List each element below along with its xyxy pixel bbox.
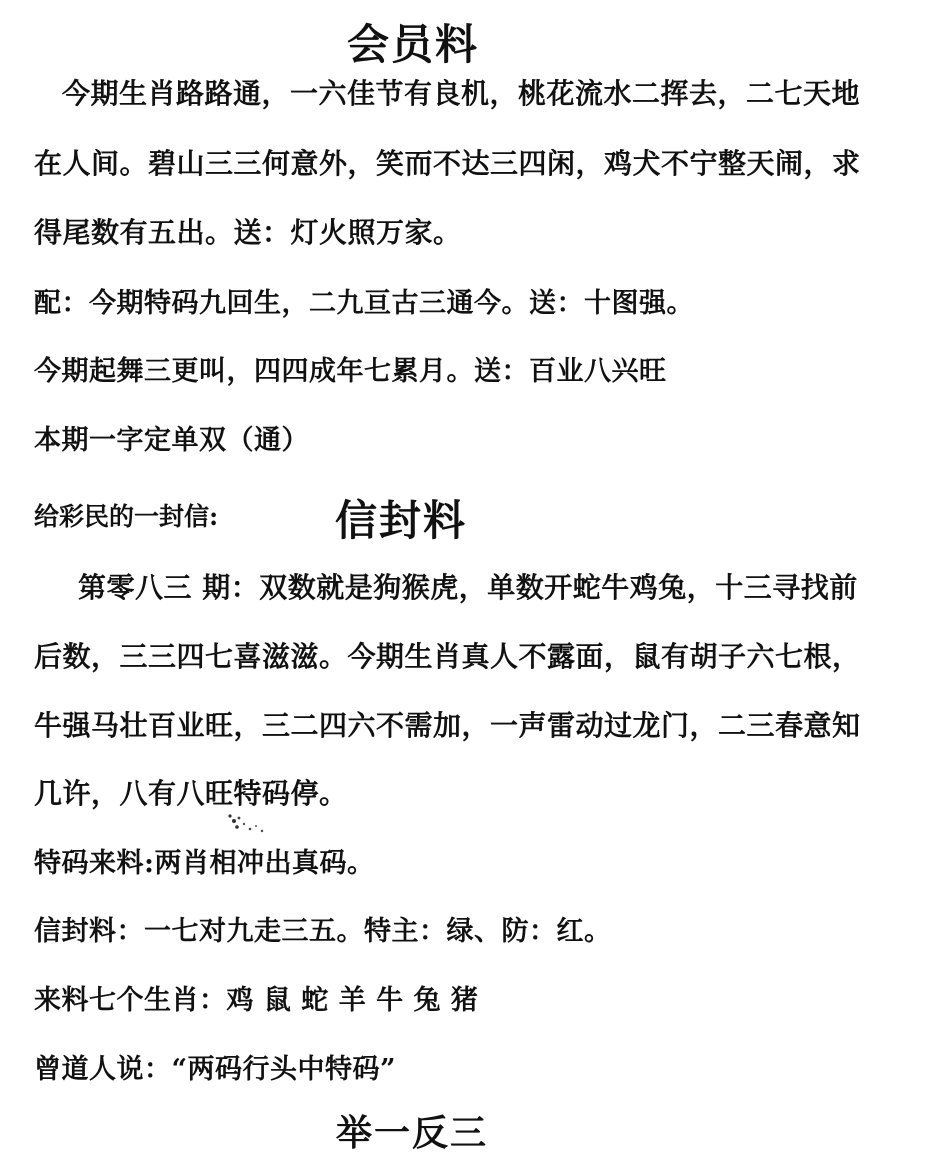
member-poem-line-1: 今期生肖路路通，一六佳节有良机，桃花流水二挥去，二七天地 [62, 77, 861, 110]
danshuang-line: 本期一字定单双（通） [34, 425, 309, 456]
qiwu-line: 今期起舞三更叫，四四成年七累月。送：百业八兴旺 [34, 356, 667, 387]
envelope-label: 给彩民的一封信: [34, 502, 219, 531]
member-poem-line-2: 在人间。碧山三三何意外，笑而不达三四闲，鸡犬不宁整天闹，求 [34, 147, 861, 180]
closing-title: 举一反三 [336, 1112, 489, 1154]
member-title: 会员料 [347, 20, 480, 69]
envelope-poem-line-1: 第零八三 期：双数就是狗猴虎，单数开蛇牛鸡兔，十三寻找前 [78, 571, 858, 604]
member-poem-line-3: 得尾数有五出。送：灯火照万家。 [34, 216, 462, 249]
envelope-poem-line-4: 几许，八有八旺特码停。 [34, 777, 348, 810]
ink-specks [226, 812, 270, 836]
tema-laiiao-line: 特码来料:两肖相冲出真码。 [34, 848, 375, 879]
envelope-poem-line-2: 后数，三三四七喜滋滋。今期生肖真人不露面，鼠有胡子六七根， [34, 640, 861, 673]
zeng-daoren-line: 曾道人说：“两码行头中特码” [34, 1054, 397, 1085]
envelope-title: 信封料 [335, 496, 468, 545]
envelope-poem-line-3: 牛强马壮百业旺，三二四六不需加，一声雷动过龙门，二三春意知 [34, 709, 861, 742]
seven-zodiac-line: 来料七个生肖：鸡 鼠 蛇 羊 牛 兔 猪 [34, 985, 479, 1016]
pei-line: 配：今期特码九回生，二九亘古三通今。送：十图强。 [34, 288, 694, 319]
xinfengliao-line: 信封料：一七对九走三五。特主：绿、防：红。 [34, 916, 612, 947]
